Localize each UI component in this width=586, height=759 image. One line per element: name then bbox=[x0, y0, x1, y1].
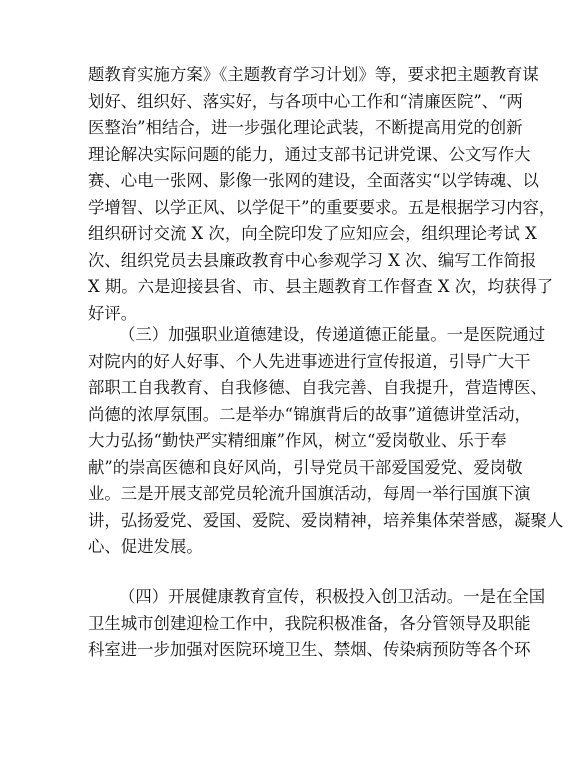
section-heading-line: （四）开展健康教育宣传，积极投入创卫活动。一是在全国 bbox=[119, 587, 546, 606]
text-line: 科室进一步加强对医院环境卫生、禁烟、传染病预防等各个环 bbox=[88, 640, 531, 659]
text-line: 讲，弘扬爱党、爱国、爱院、爱岗精神，培养集体荣誉感，凝聚人 bbox=[88, 510, 564, 530]
paragraph-health-education bbox=[88, 584, 546, 664]
text-line: 划好、组织好、落实好，与各项中心工作和“清廉医院”、“两 bbox=[88, 91, 523, 111]
text-line: X 期。六是迎接县省、市、县主题教育工作督查 X 次，均获得了 bbox=[88, 277, 554, 296]
text-line: 赛、心电一张网、影像一张网的建设，全面落实“以学铸魂、以 bbox=[88, 171, 539, 190]
text-line: 部职工自我教育、自我修德、自我完善、自我提升，营造博医、 bbox=[88, 378, 547, 397]
text-line: 卫生城市创建迎检工作中，我院积极准备，各分管领导及职能 bbox=[88, 613, 531, 633]
text-line: 好评。 bbox=[88, 303, 138, 323]
text-line: 大力弘扬“勤快严实精细廉”作风，树立“爱岗敬业、乐于奉 bbox=[88, 431, 507, 450]
section-heading-line: （三）加强职业道德建设，传递道德正能量。一是医院通过 bbox=[119, 325, 546, 344]
text-line: 学增智、以学正风、以学促干”的重要要求。五是根据学习内容， bbox=[88, 197, 556, 217]
text-line: 次、组织党员去县廉政教育中心参观学习 X 次、编写工作简报 bbox=[88, 250, 537, 270]
text-line: 对院内的好人好事、个人先进事迹进行宣传报道，引导广大干 bbox=[88, 351, 531, 371]
paragraph-ethics-building bbox=[88, 322, 564, 561]
text-line: 组织研讨交流 X 次，向全院印发了应知应会，组织理论考试 X bbox=[88, 224, 537, 243]
text-line: 理论解决实际问题的能力，通过支部书记讲党课、公文写作大 bbox=[88, 144, 531, 164]
text-line: 医整治”相结合，进一步强化理论武装，不断提高用党的创新 bbox=[88, 118, 523, 137]
paragraph-theme-education bbox=[88, 62, 556, 327]
text-line: 献”的崇高医德和良好风尚，引导党员干部爱国爱党、爱岗敬 bbox=[88, 457, 523, 477]
text-line: 题教育实施方案》《主题教育学习计划》等，要求把主题教育谋 bbox=[88, 65, 539, 84]
text-line: 心、促进发展。 bbox=[88, 537, 203, 556]
text-line: 业。三是开展支部党员轮流升国旗活动，每周一举行国旗下演 bbox=[88, 484, 531, 503]
text-line: 尚德的浓厚氛围。二是举办“锦旗背后的故事”道德讲堂活动， bbox=[88, 404, 531, 424]
